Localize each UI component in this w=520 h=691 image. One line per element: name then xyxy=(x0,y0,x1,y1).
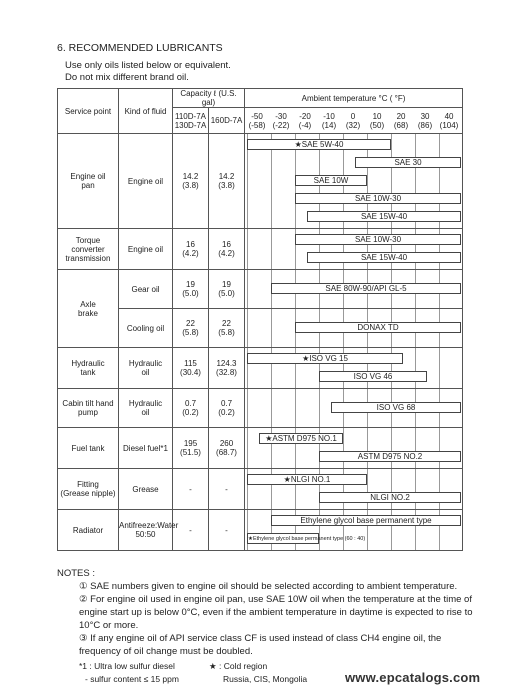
grid-line xyxy=(367,469,368,509)
temp-range-bar: NLGI NO.2 xyxy=(319,492,461,503)
grid-line xyxy=(271,229,272,269)
note-2: ② For engine oil used in engine oil pan, use SAE 10W oil when the temperature at the time of engine start up is below 0°C, even if the ambient temperature in daytime is expected to rise to 10°C or more. xyxy=(79,594,473,631)
temp-f-label: (32) xyxy=(345,120,361,130)
header-model-a: 110D-7A 130D-7A xyxy=(173,108,209,134)
grid-line xyxy=(247,428,248,468)
capacity-b-cell: 16 (4.2) xyxy=(209,229,245,270)
capacity-a-cell: 14.2 (3.8) xyxy=(173,134,209,229)
table-row xyxy=(58,309,463,348)
service-point-cell: Fitting (Grease nipple) xyxy=(58,469,119,510)
temp-c-label: -50 xyxy=(251,111,263,121)
grid-line xyxy=(391,428,392,468)
service-point-cell: Axle brake xyxy=(58,270,119,348)
table-row xyxy=(58,270,463,309)
grid-line xyxy=(295,389,296,427)
temp-c-label: -10 xyxy=(323,111,335,121)
grid-line xyxy=(247,229,248,269)
footnote-1-detail: - sulfur content ≤ 15 ppm xyxy=(85,674,179,684)
ambient-range-cell xyxy=(245,134,463,229)
temp-c-label: -20 xyxy=(299,111,311,121)
footnote-2-detail: Russia, CIS, Mongolia xyxy=(223,674,308,684)
temp-range-bar: SAE 30 xyxy=(355,157,461,168)
grid-line xyxy=(271,309,272,347)
header-capacity: Capacity ℓ (U.S. gal) xyxy=(173,89,245,108)
temp-range-bar: DONAX TD xyxy=(295,322,461,333)
capacity-a-cell: 115 (30.4) xyxy=(173,348,209,389)
temp-range-bar: SAE 15W-40 xyxy=(307,252,461,263)
table-row xyxy=(58,389,463,428)
ambient-range-cell xyxy=(245,389,463,428)
temp-f-label: (-58) xyxy=(248,120,266,130)
ambient-range-cell xyxy=(245,309,463,348)
service-point-cell: Hydraulic tank xyxy=(58,348,119,389)
grid-line xyxy=(439,428,440,468)
capacity-b-cell: - xyxy=(209,469,245,510)
temp-f-label: (50) xyxy=(369,120,385,130)
grid-line xyxy=(247,510,248,550)
grid-line xyxy=(247,309,248,347)
fluid-cell: Gear oil xyxy=(119,270,173,309)
table-row xyxy=(58,134,463,229)
capacity-b-cell: - xyxy=(209,510,245,551)
temp-c-label: 30 xyxy=(420,111,430,121)
temp-range-bar: ★ASTM D975 NO.1 xyxy=(259,433,343,444)
fluid-cell: Hydraulic oil xyxy=(119,348,173,389)
temp-f-label: (-22) xyxy=(272,120,290,130)
ambient-range-cell xyxy=(245,469,463,510)
notes-heading: NOTES : xyxy=(57,568,96,579)
grid-line xyxy=(439,348,440,388)
footnote-2: ★ : Cold region xyxy=(209,661,268,671)
temp-range-bar: SAE 10W-30 xyxy=(295,193,461,204)
table-row xyxy=(58,428,463,469)
capacity-b-cell: 0.7 (0.2) xyxy=(209,389,245,428)
ambient-range-cell xyxy=(245,270,463,309)
fluid-cell: Grease xyxy=(119,469,173,510)
fluid-cell: Engine oil xyxy=(119,229,173,270)
temp-range-bar: SAE 15W-40 xyxy=(307,211,461,222)
capacity-b-cell: 124.3 (32.8) xyxy=(209,348,245,389)
capacity-a-cell: - xyxy=(173,510,209,551)
capacity-b-cell: 22 (5.8) xyxy=(209,309,245,348)
service-point-cell: Engine oil pan xyxy=(58,134,119,229)
temps-celsius xyxy=(245,112,462,121)
header-kind-of-fluid: Kind of fluid xyxy=(119,89,173,134)
temps-fahrenheit xyxy=(245,121,462,130)
temp-f-label: (14) xyxy=(321,120,337,130)
temp-c-label: 0 xyxy=(350,111,356,121)
notes xyxy=(57,567,477,686)
header-temp-scale xyxy=(245,108,463,134)
capacity-a-cell: 22 (5.8) xyxy=(173,309,209,348)
temp-range-bar: ISO VG 46 xyxy=(319,371,427,382)
service-point-cell: Radiator xyxy=(58,510,119,551)
ambient-range-cell xyxy=(245,428,463,469)
temp-c-label: 40 xyxy=(444,111,454,121)
service-point-cell: Cabin tilt hand pump xyxy=(58,389,119,428)
temp-f-label: (86) xyxy=(417,120,433,130)
grid-line xyxy=(367,428,368,468)
temp-range-bar: SAE 10W xyxy=(295,175,367,186)
capacity-b-cell: 14.2 (3.8) xyxy=(209,134,245,229)
header-model-b: 160D-7A xyxy=(209,108,245,134)
grid-line xyxy=(343,428,344,468)
fluid-cell: Engine oil xyxy=(119,134,173,229)
temp-f-label: (104) xyxy=(439,120,459,130)
lubricants-table xyxy=(57,88,463,551)
temp-c-label: 10 xyxy=(372,111,382,121)
temp-range-bar: ★Ethylene glycol base permanent type (60 : 40) xyxy=(247,533,319,544)
service-point-cell: Fuel tank xyxy=(58,428,119,469)
table-row xyxy=(58,348,463,389)
fluid-cell: Hydraulic oil xyxy=(119,389,173,428)
intro-line-1: Use only oils listed below or equivalent. xyxy=(65,60,231,71)
temp-c-label: 20 xyxy=(396,111,406,121)
footnote-1: *1 : Ultra low sulfur diesel xyxy=(79,661,175,671)
temp-range-bar: ASTM D975 NO.2 xyxy=(319,451,461,462)
ambient-range-cell xyxy=(245,229,463,270)
temp-f-label: (-4) xyxy=(298,120,312,130)
grid-line xyxy=(319,389,320,427)
capacity-a-cell: 16 (4.2) xyxy=(173,229,209,270)
temp-range-bar: SAE 10W-30 xyxy=(295,234,461,245)
section-title: 6. RECOMMENDED LUBRICANTS xyxy=(57,42,223,54)
temp-range-bar: SAE 80W-90/API GL-5 xyxy=(271,283,461,294)
capacity-b-cell: 260 (68.7) xyxy=(209,428,245,469)
fluid-cell: Antifreeze:Water 50:50 xyxy=(119,510,173,551)
table-row xyxy=(58,510,463,551)
grid-line xyxy=(439,469,440,509)
temp-f-label: (68) xyxy=(393,120,409,130)
grid-line xyxy=(415,348,416,388)
note-1: ① SAE numbers given to engine oil should be selected according to ambient temperature. xyxy=(79,581,458,592)
grid-line xyxy=(391,469,392,509)
note-3: ③ If any engine oil of API service class CF is used instead of class CH4 engine oil, the frequency of oil change must be doubled. xyxy=(79,633,442,657)
capacity-a-cell: 0.7 (0.2) xyxy=(173,389,209,428)
ambient-range-cell xyxy=(245,348,463,389)
intro-line-2: Do not mix different brand oil. xyxy=(65,72,189,83)
fluid-cell: Cooling oil xyxy=(119,309,173,348)
header-service-point: Service point xyxy=(58,89,119,134)
capacity-a-cell: 19 (5.0) xyxy=(173,270,209,309)
temp-c-label: -30 xyxy=(275,111,287,121)
watermark: www.epcatalogs.com xyxy=(345,670,481,685)
table-row xyxy=(58,469,463,510)
ambient-range-cell xyxy=(245,510,463,551)
header-ambient: Ambient temperature °C ( °F) xyxy=(245,89,463,108)
temp-range-bar: ★SAE 5W-40 xyxy=(247,139,391,150)
fluid-cell: Diesel fuel*1 xyxy=(119,428,173,469)
table-row xyxy=(58,229,463,270)
service-point-cell: Torque converter transmission xyxy=(58,229,119,270)
temp-range-bar: ISO VG 68 xyxy=(331,402,461,413)
grid-line xyxy=(415,428,416,468)
temp-range-bar: ★NLGI NO.1 xyxy=(247,474,367,485)
capacity-a-cell: - xyxy=(173,469,209,510)
grid-line xyxy=(415,469,416,509)
capacity-a-cell: 195 (51.5) xyxy=(173,428,209,469)
grid-line xyxy=(247,270,248,308)
grid-line xyxy=(271,389,272,427)
temp-range-bar: ★ISO VG 15 xyxy=(247,353,403,364)
capacity-b-cell: 19 (5.0) xyxy=(209,270,245,309)
grid-line xyxy=(247,389,248,427)
temp-range-bar: Ethylene glycol base permanent type xyxy=(271,515,461,526)
